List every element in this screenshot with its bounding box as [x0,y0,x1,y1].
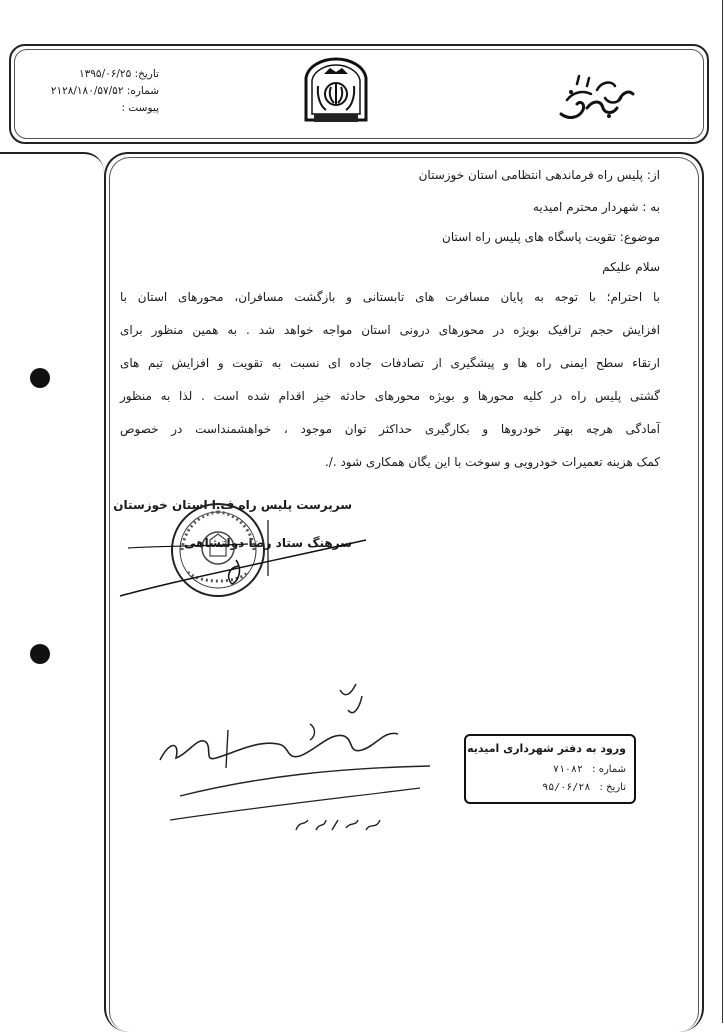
police-emblem-icon [298,56,374,128]
received-stamp-title: ورود به دفتر شهرداری امیدیه [467,742,626,755]
received-number-label: شماره : [592,764,626,775]
body-line: گشتی پلیس راه در کلیه محورها و بویژه محورهای حادثه خیز اقدام شده است . لذا به منظور [120,389,660,403]
date-row [51,66,159,83]
number-value: ۲۱۲۸/۱۸۰/۵۷/۵۲ [50,85,124,97]
signature-title: سرپرست پلیس راه ف.ا استان خوزستان [113,498,352,512]
received-date-label: تاریخ : [599,782,626,793]
handwritten-note-icon [140,670,440,840]
binder-hole [30,644,50,664]
letter-to: به : شهردار محترم امیدیه [532,200,660,214]
date-value: ۱۳۹۵/۰۶/۲۵ [79,68,132,80]
received-stamp [464,734,636,804]
received-number-row [553,764,626,775]
body-line: افزایش حجم ترافیک بویژه در محورهای درونی استان مواجه خواهد شد . به همین منظور برای [120,323,660,337]
received-date-row [542,782,626,793]
number-label: شماره: [126,85,159,97]
body-line: با احترام؛ با توجه به پایان مسافرت های تابستانی و بازگشت مسافران، محورهای استان با [120,290,660,304]
number-row [51,83,159,100]
attachment-label: پیوست : [121,102,159,114]
letter-meta [51,66,159,117]
letter-subject: موضوع: تقویت پاسگاه های پلیس راه استان [442,230,660,244]
left-margin-strip [0,152,104,1024]
binder-hole [30,368,50,388]
body-line: آمادگی هرچه بهتر خودروها و بکارگیری حداکثر توان موجود ، خواهشمنداست در خصوص [120,422,660,436]
received-date-value: ۹۵/۰۶/۲۸ [542,782,591,793]
date-label: تاریخ: [134,68,159,80]
received-number-value: ۷۱۰۸۲ [552,764,583,775]
body-line: ارتقاء سطح ایمنی راه ها و پیشگیری از تصادفات جاده ای نسبت به تقویت و افزایش تیم های [120,356,660,370]
body-line: کمک هزینه تعمیرات خودرویی و سوخت با این یگان همکاری شود ./. [324,455,660,469]
letter-from: از: پلیس راه فرماندهی انتظامی استان خوزستان [418,168,660,182]
signature-ink-strokes [118,500,368,610]
signature-name: سرهنگ ستاد رضا دولتشاهی [184,536,352,550]
letter-greeting: سلام علیکم [602,260,660,274]
attachment-row [51,100,159,117]
basmala-calligraphy-icon [557,70,637,126]
